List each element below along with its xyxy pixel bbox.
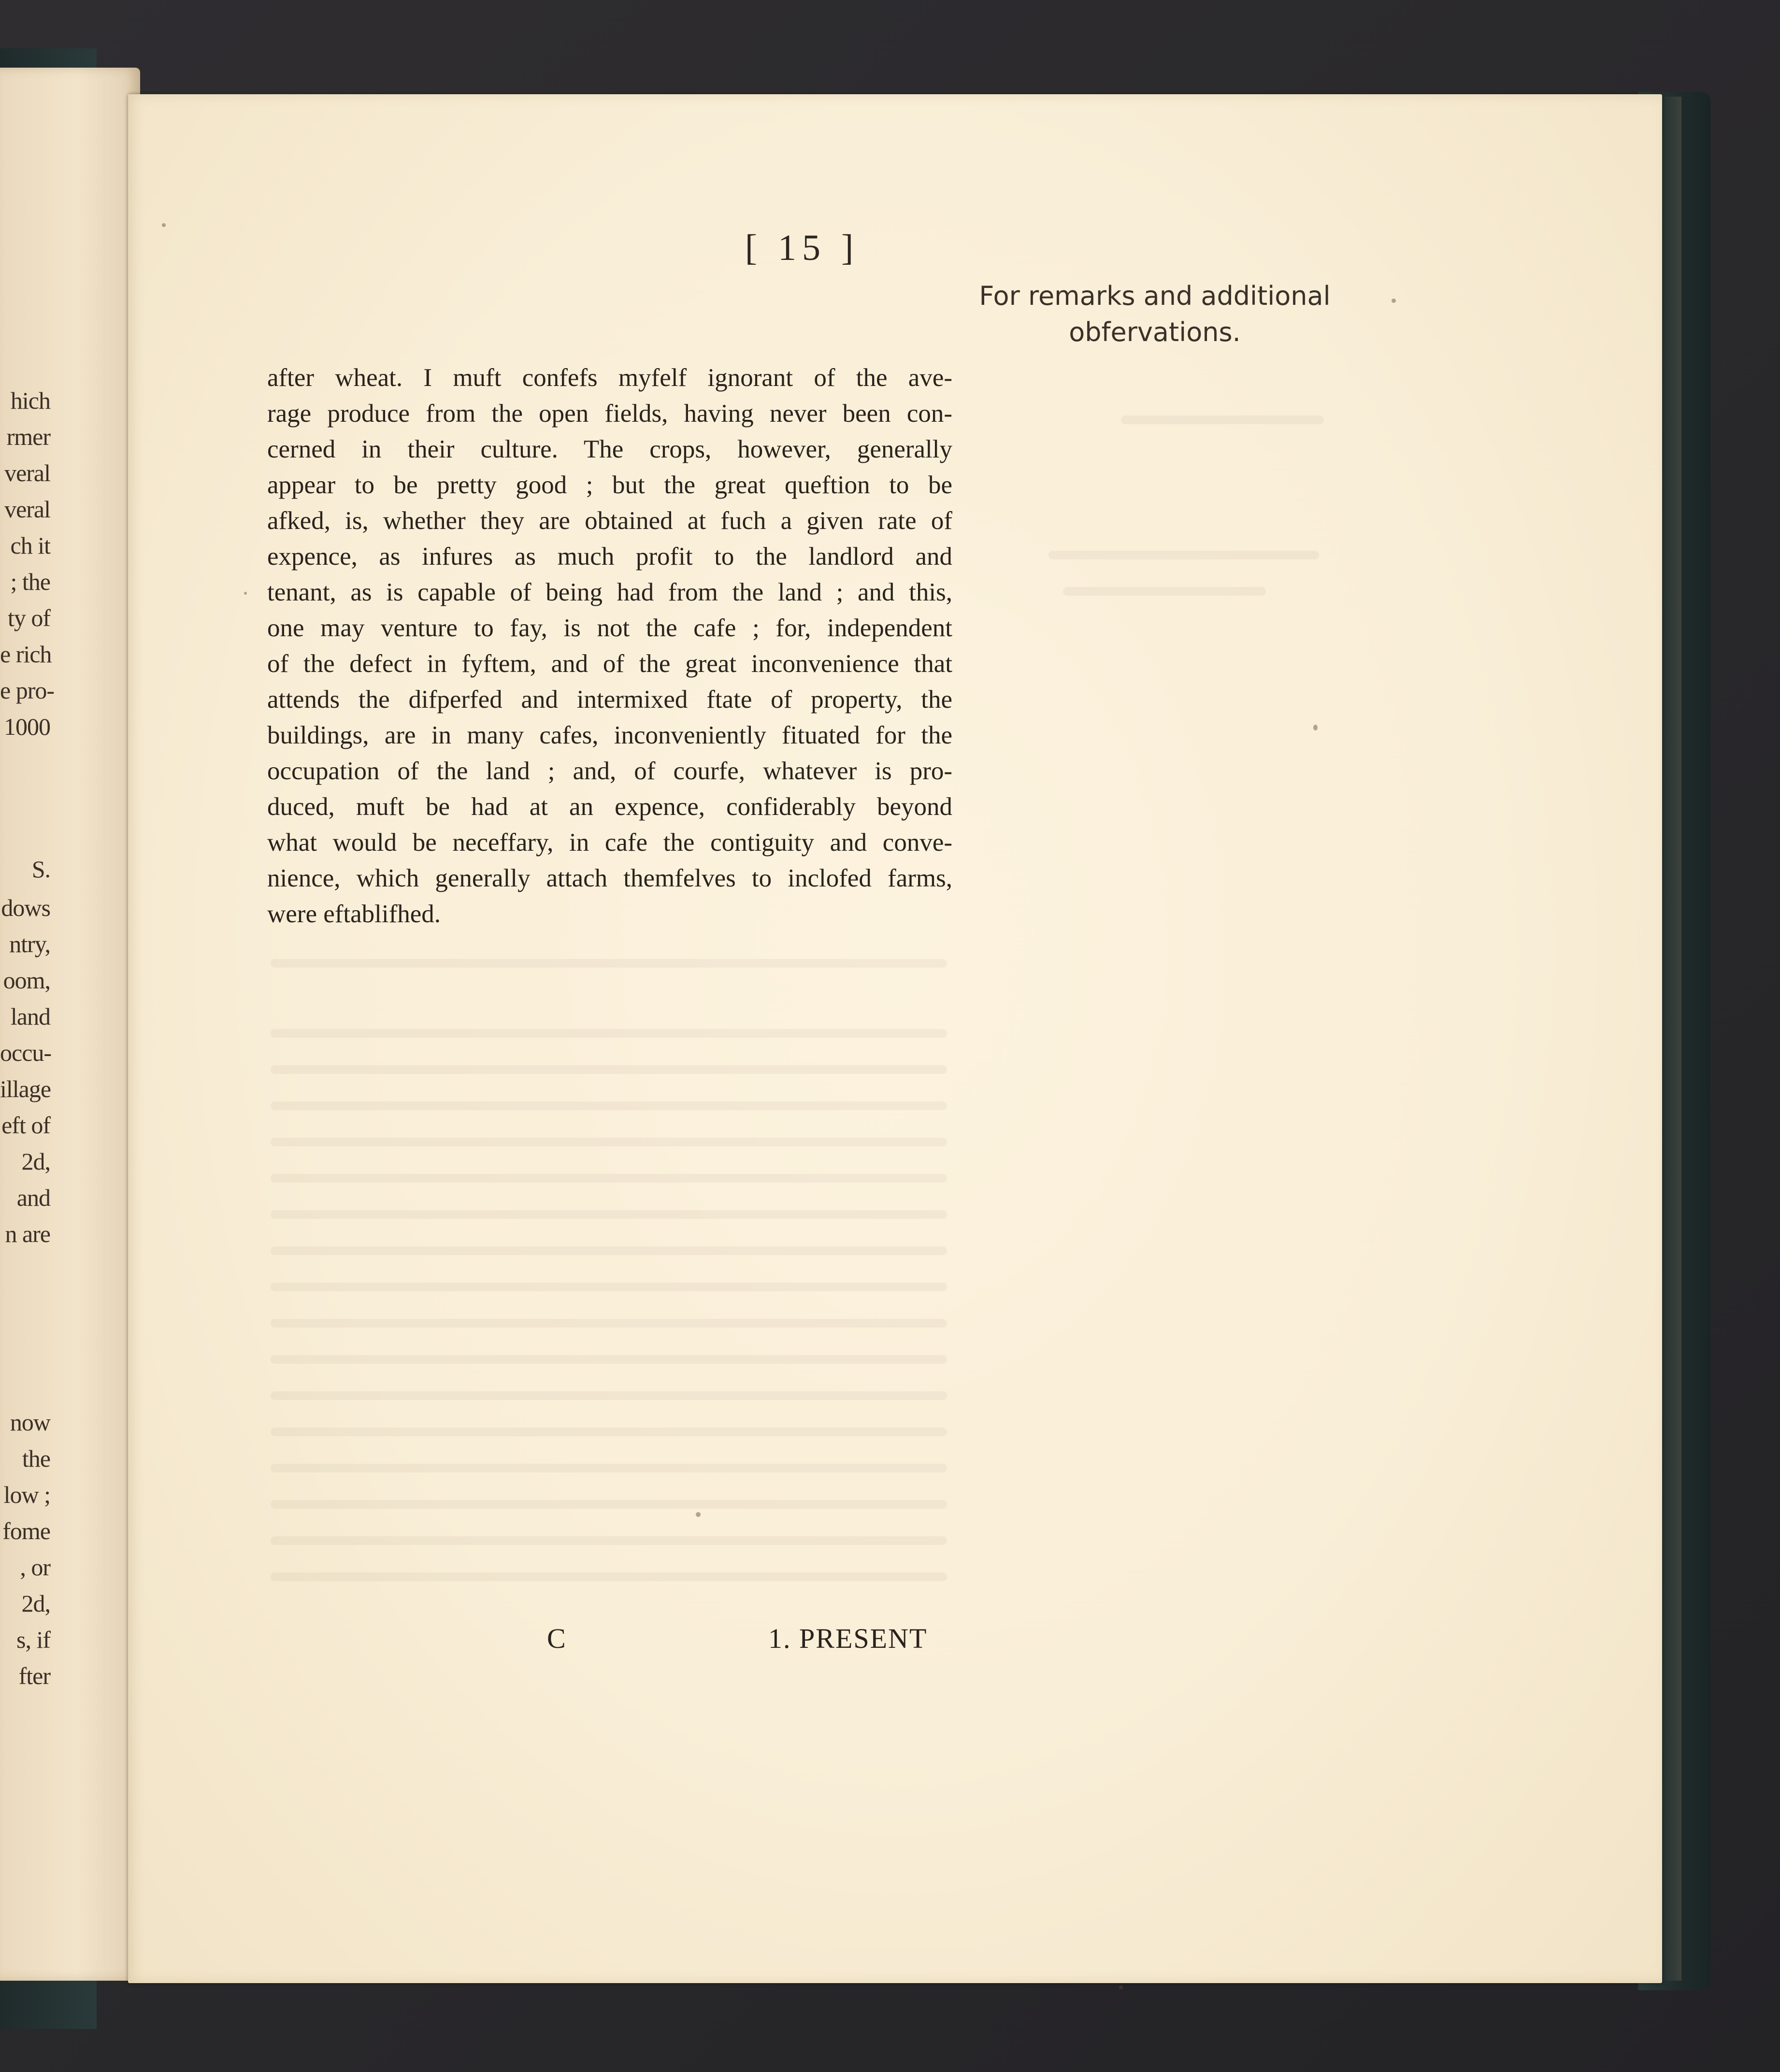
body-line: cerned in their culture. The crops, however, generally	[267, 435, 952, 463]
left-page-line: and	[16, 1184, 50, 1211]
left-page-line: illage	[0, 1075, 51, 1102]
show-through-line	[271, 1210, 947, 1219]
show-through-line	[271, 1428, 947, 1436]
catchword: 1. PRESENT	[768, 1623, 928, 1654]
left-page-line: , or	[20, 1554, 50, 1581]
left-page-line: veral	[4, 496, 50, 523]
body-text	[267, 360, 952, 932]
left-page-line: low ;	[3, 1481, 50, 1508]
show-through-line	[271, 1029, 947, 1038]
left-page-line: oom,	[3, 967, 50, 994]
left-page-line: eft of	[1, 1112, 50, 1139]
left-page-line: s, if	[16, 1626, 50, 1653]
left-page-line: ty of	[7, 604, 50, 631]
left-page-line: dows	[1, 894, 50, 921]
left-page-line: e pro-	[0, 677, 54, 704]
body-line: one may venture to fay, is not the cafe ; for, independent	[267, 614, 952, 642]
show-through-line	[271, 1464, 947, 1472]
paper-speck	[244, 592, 247, 595]
page-number: [ 15 ]	[745, 228, 860, 268]
show-through-line	[271, 1138, 947, 1146]
body-line: occupation of the land ; and, of courfe, whatever is pro-	[267, 757, 952, 785]
body-line: after wheat. I muft confefs myfelf ignorant of the ave-	[267, 364, 952, 392]
show-through-line	[271, 1572, 947, 1581]
body-line: afked, is, whether they are obtained at fuch a given rate of	[267, 507, 952, 535]
left-page-line: land	[10, 1003, 50, 1030]
left-page-line: ch it	[10, 532, 50, 559]
left-page-line: 2d,	[21, 1148, 50, 1175]
body-line: what would be neceffary, in cafe the contiguity and conve-	[267, 829, 952, 857]
paper-speck	[1119, 1986, 1123, 1989]
show-through-line	[271, 1319, 947, 1328]
left-page-line: fter	[18, 1662, 50, 1689]
left-page-line: n are	[5, 1220, 50, 1247]
show-through-line	[1048, 551, 1319, 559]
left-page-line: ntry,	[9, 930, 50, 957]
left-page-line: rmer	[6, 423, 50, 450]
page-edge-wear	[1662, 97, 1681, 1981]
body-line: attends the difperfed and intermixed ftate of property, the	[267, 686, 952, 714]
body-line: of the defect in fyftem, and of the great inconvenience that	[267, 650, 952, 678]
left-page-line: 2d,	[21, 1590, 50, 1617]
show-through-line	[271, 1536, 947, 1545]
signature-mark: C	[547, 1623, 566, 1654]
show-through-line	[271, 1065, 947, 1074]
left-page-line: e rich	[0, 641, 52, 668]
paper-speck	[1392, 299, 1396, 303]
left-page-line: 1000	[4, 713, 50, 740]
body-line: buildings, are in many cafes, inconveniently fituated for the	[267, 721, 952, 749]
show-through-line	[271, 1355, 947, 1364]
show-through-line	[1121, 415, 1324, 424]
show-through-line	[271, 1174, 947, 1183]
left-page-line: occu-	[0, 1039, 52, 1066]
body-line: tenant, as is capable of being had from the land ; and this,	[267, 578, 952, 606]
show-through-line	[271, 1391, 947, 1400]
show-through-line	[271, 1500, 947, 1509]
left-page-line: ; the	[10, 568, 50, 595]
paper-speck	[1313, 725, 1318, 730]
left-page-line: the	[22, 1445, 50, 1472]
margin-note-line: obfervations.	[1069, 317, 1241, 347]
body-line: nience, which generally attach themfelves to inclofed farms,	[267, 864, 952, 892]
margin-note-line: For remarks and additional	[979, 281, 1331, 311]
paper-speck	[162, 223, 166, 227]
show-through-line	[1063, 587, 1266, 596]
left-page	[0, 68, 140, 1981]
show-through-line	[271, 1246, 947, 1255]
body-line: appear to be pretty good ; but the great queftion to be	[267, 471, 952, 499]
show-through-line	[271, 959, 947, 968]
left-page-line: fome	[2, 1517, 50, 1544]
show-through-line	[271, 1101, 947, 1110]
left-page-line: now	[10, 1409, 50, 1436]
margin-note	[966, 278, 1343, 350]
body-line: duced, muft be had at an expence, confiderably beyond	[267, 793, 952, 821]
body-line: were eftablifhed.	[267, 900, 441, 928]
body-line: rage produce from the open fields, having never been con-	[267, 400, 952, 428]
body-line: expence, as infures as much profit to the landlord and	[267, 543, 952, 571]
left-page-line: hich	[10, 387, 50, 414]
paper-speck	[696, 1512, 701, 1517]
left-page-line: veral	[4, 459, 50, 486]
show-through-line	[271, 1283, 947, 1291]
left-page-line: S.	[31, 856, 50, 883]
